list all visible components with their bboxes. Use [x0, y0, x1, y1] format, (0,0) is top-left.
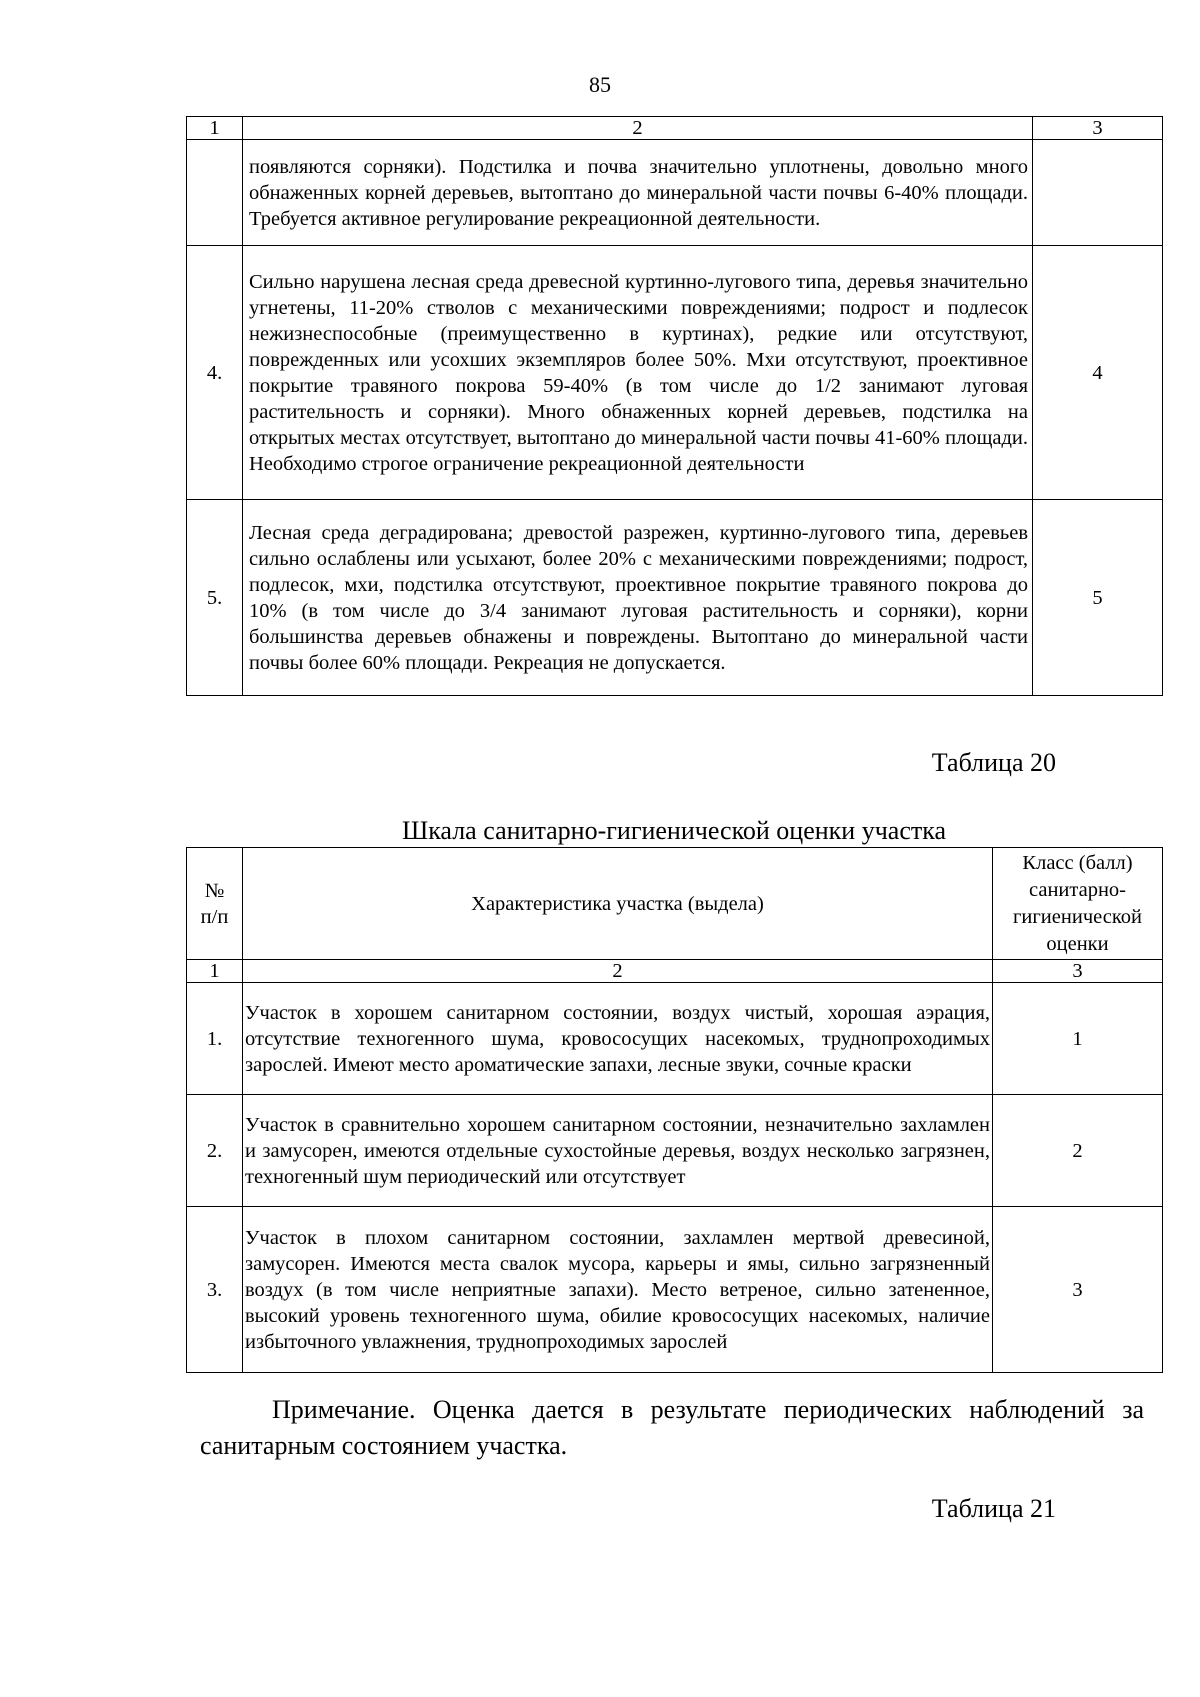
- row-description: появляются сорняки). Подстилка и почва значительно уплотнены, довольно много обнаженных корней деревьев, вытоптано до минеральной части почвы 6-40% площади. Требуется активное регулирование рекреационной деятельности.: [243, 140, 1033, 246]
- header-number-line: №: [204, 879, 225, 902]
- row-number: 2.: [187, 1095, 243, 1207]
- note-text: Примечание. Оценка дается в результате периодических наблюдений за санитарным состоянием участка.: [200, 1395, 1144, 1460]
- note-paragraph: [200, 1392, 1144, 1464]
- table-row: [187, 246, 1163, 500]
- table-row: [187, 140, 1163, 246]
- row-description: Участок в плохом санитарном состоянии, захламлен мертвой древесиной, замусорен. Имеются места свалок мусора, карьеры и ямы, сильно загрязненный воздух (в том числе неприятные запахи). Место ветреное, сильно затененное, высокий уровень техногенного шума, обилие кровососущих насекомых, наличие избыточного увлажнения, труднопроходимых зарослей: [243, 1207, 993, 1373]
- header-characteristic: Характеристика участка (выдела): [243, 848, 993, 960]
- table-20-caption: Таблица 20: [931, 748, 1056, 777]
- header-class-line: гигиенической: [1013, 905, 1142, 928]
- column-number: 2: [243, 960, 993, 983]
- page-number: 85: [589, 72, 611, 97]
- header-number-line: п/п: [200, 905, 229, 928]
- table-column-numbers: [187, 960, 1163, 983]
- column-number: 3: [1033, 117, 1163, 140]
- row-description: Участок в хорошем санитарном состоянии, воздух чистый, хорошая аэрация, отсутствие техногенного шума, кровососущих насекомых, труднопроходимых зарослей. Имеют место ароматические запахи, лесные звуки, сочные краски: [243, 983, 993, 1095]
- table-row: [187, 983, 1163, 1095]
- table-column-numbers: [187, 117, 1163, 140]
- row-description: Лесная среда деградирована; древостой разрежен, куртинно-лугового типа, деревьев сильно ослаблены или усыхают, более 20% с механическими повреждениями; подрост, подлесок, мхи, подстилка отсутствуют, проективное покрытие травяного покрова до 10% (в том числе до 3/4 занимают луговая растительность и сорняки), корни большинства деревьев обнажены и повреждены. Вытоптано до минеральной части почвы более 60% площади. Рекреация не допускается.: [243, 500, 1033, 696]
- table-header: [187, 848, 1163, 960]
- header-class-line: оценки: [1046, 932, 1109, 955]
- row-score: 4: [1033, 246, 1163, 500]
- header-class: [993, 848, 1163, 960]
- table-row: [187, 1095, 1163, 1207]
- row-description: Участок в сравнительно хорошем санитарном состоянии, незначительно захламлен и замусорен, имеются отдельные сухостойные деревья, воздух несколько загрязнен, техногенный шум периодический или отсутствует: [243, 1095, 993, 1207]
- column-number: 1: [187, 117, 243, 140]
- header-class-line: санитарно-: [1029, 878, 1126, 901]
- row-score: 5: [1033, 500, 1163, 696]
- header-class-line: Класс (балл): [1022, 851, 1133, 874]
- table-20: [186, 847, 1163, 1373]
- column-number: 3: [993, 960, 1163, 983]
- row-score: 2: [993, 1095, 1163, 1207]
- table-21-caption: Таблица 21: [931, 1494, 1056, 1523]
- header-number: [187, 848, 243, 960]
- row-number: 5.: [187, 500, 243, 696]
- column-number: 2: [243, 117, 1033, 140]
- row-number: [187, 140, 243, 246]
- column-number: 1: [187, 960, 243, 983]
- row-score: [1033, 140, 1163, 246]
- table-continued: [186, 116, 1163, 696]
- row-number: 1.: [187, 983, 243, 1095]
- row-description: Сильно нарушена лесная среда древесной куртинно-лугового типа, деревья значительно угнетены, 11-20% стволов с механическими повреждениями; подрост и подлесок нежизнеспособные (преимущественно в куртинах), редкие или отсутствуют, поврежденных или усохших экземпляров более 50%. Мхи отсутствуют, проективное покрытие травяного покрова 59-40% (в том числе до 1/2 занимают луговая растительность и сорняки). Много обнаженных корней деревьев, подстилка на открытых местах отсутствует, вытоптано до минеральной части почвы 41-60% площади. Необходимо строгое ограничение рекреационной деятельности: [243, 246, 1033, 500]
- row-score: 3: [993, 1207, 1163, 1373]
- table-20-title: Шкала санитарно-гигиенической оценки участка: [401, 816, 947, 845]
- row-score: 1: [993, 983, 1163, 1095]
- row-number: 4.: [187, 246, 243, 500]
- table-row: [187, 1207, 1163, 1373]
- table-row: [187, 500, 1163, 696]
- row-number: 3.: [187, 1207, 243, 1373]
